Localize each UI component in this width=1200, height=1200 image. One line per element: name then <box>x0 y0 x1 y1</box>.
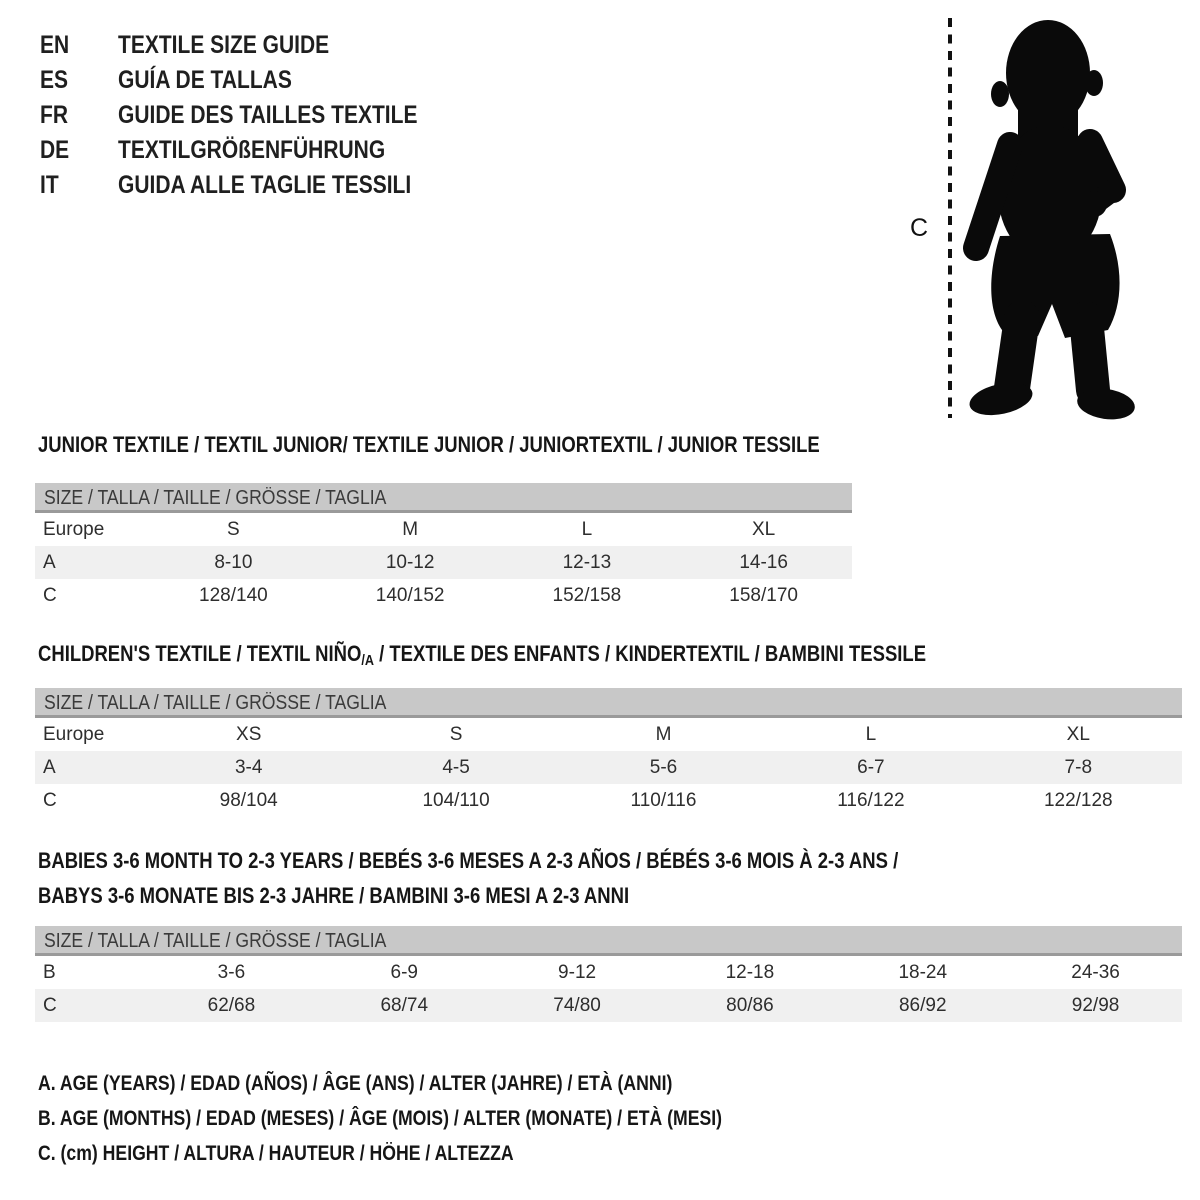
language-row-fr <box>40 98 475 133</box>
children-row-age <box>35 751 1182 784</box>
babies-section-title <box>38 843 1062 913</box>
size-cell: 62/68 <box>207 994 256 1016</box>
height-dashed-line-icon <box>946 16 954 420</box>
size-cell: 7-8 <box>1064 756 1093 778</box>
size-cell: 92/98 <box>1071 994 1120 1016</box>
language-label: TEXTILE SIZE GUIDE <box>118 31 330 59</box>
babies-row-months <box>35 956 1182 989</box>
size-cell: 140/152 <box>375 584 445 606</box>
measure-c-label: C <box>910 214 929 242</box>
size-cell: 80/86 <box>726 994 774 1016</box>
size-cell: 10-12 <box>385 551 435 573</box>
size-cell: 5-6 <box>649 756 678 778</box>
size-cell: 98/104 <box>219 789 278 811</box>
junior-size-table <box>35 483 852 612</box>
row-label: C <box>43 994 57 1016</box>
size-cell: XL <box>1066 723 1090 745</box>
row-label: C <box>43 584 57 606</box>
size-cell: S <box>449 723 463 745</box>
size-cell: L <box>865 723 877 745</box>
size-cell: M <box>402 518 419 540</box>
children-row-europe <box>35 718 1182 751</box>
language-code: EN <box>40 31 70 59</box>
language-row-de <box>40 133 475 168</box>
language-list <box>40 28 475 203</box>
nino-a-subscript: /A <box>361 652 374 669</box>
junior-row-age <box>35 546 852 579</box>
size-cell: 12-18 <box>725 961 775 983</box>
size-cell: L <box>581 518 593 540</box>
language-row-en <box>40 28 475 63</box>
size-cell: 18-24 <box>898 961 948 983</box>
size-cell: 14-16 <box>739 551 788 573</box>
legend-line-b: B. AGE (MONTHS) / EDAD (MESES) / ÂGE (MOIS) / ALTER (MONATE) / ETÀ (MESI) <box>38 1106 723 1130</box>
language-label: GUIDA ALLE TAGLIE TESSILI <box>118 171 412 199</box>
children-section-title: CHILDREN'S TEXTILE / TEXTIL $NIÑO_{/A}$ / TEXTILE DES ENFANTS / KINDERTEXTIL / BAMBINI TESSILE <box>38 641 927 669</box>
row-label: Europe <box>43 723 105 745</box>
language-label: GUÍA DE TALLAS <box>118 66 292 94</box>
row-label: B <box>43 961 56 983</box>
size-cell: S <box>227 518 240 540</box>
legend-line-c: C. (cm) HEIGHT / ALTURA / HAUTEUR / HÖHE / ALTEZZA <box>38 1141 514 1165</box>
size-cell: 104/110 <box>422 789 490 811</box>
size-cell: 152/158 <box>552 584 622 606</box>
language-row-it <box>40 168 475 203</box>
size-header-bar: SIZE / TALLA / TAILLE / GRÖSSE / TAGLIA <box>35 483 852 513</box>
size-cell: 9-12 <box>558 961 597 983</box>
language-row-es <box>40 63 475 98</box>
language-label: GUIDE DES TAILLES TEXTILE <box>118 101 418 129</box>
size-header-bar: SIZE / TALLA / TAILLE / GRÖSSE / TAGLIA <box>35 926 1182 956</box>
babies-size-table <box>35 926 1182 1022</box>
size-cell: 4-5 <box>442 756 470 778</box>
size-cell: 12-13 <box>562 551 612 573</box>
size-cell: 3-6 <box>217 961 246 983</box>
size-cell: XS <box>236 723 262 745</box>
size-cell: 68/74 <box>380 994 429 1016</box>
language-code: DE <box>40 136 70 164</box>
size-cell: 8-10 <box>214 551 253 573</box>
size-cell: 6-9 <box>390 961 418 983</box>
language-code: FR <box>40 101 68 129</box>
size-cell: 3-4 <box>234 756 263 778</box>
measure-legend <box>38 1066 852 1171</box>
size-cell: 74/80 <box>553 994 601 1016</box>
size-cell: 128/140 <box>199 584 268 606</box>
size-cell: 122/128 <box>1043 789 1113 811</box>
size-cell: 6-7 <box>857 756 885 778</box>
size-cell: 158/170 <box>729 584 798 606</box>
row-label: A <box>43 756 56 778</box>
size-cell: 24-36 <box>1071 961 1120 983</box>
toddler-silhouette-icon <box>960 18 1138 420</box>
junior-row-height <box>35 579 852 612</box>
size-cell: XL <box>752 518 776 540</box>
babies-title-line-1: BABIES 3-6 MONTH TO 2-3 YEARS / BEBÉS 3-6 MESES A 2-3 AÑOS / BÉBÉS 3-6 MOIS À 2-3 ANS / <box>38 847 899 873</box>
children-row-height <box>35 784 1182 817</box>
language-code: IT <box>40 171 59 199</box>
junior-section-title: JUNIOR TEXTILE / TEXTIL JUNIOR/ TEXTILE JUNIOR / JUNIORTEXTIL / JUNIOR TESSILE <box>38 432 820 457</box>
junior-row-europe <box>35 513 852 546</box>
row-label: C <box>43 789 57 811</box>
row-label: Europe <box>43 518 105 540</box>
language-label: TEXTILGRÖßENFÜHRUNG <box>118 136 386 164</box>
row-label: A <box>43 551 56 573</box>
children-size-table <box>35 688 1182 817</box>
language-code: ES <box>40 66 69 94</box>
size-cell: 86/92 <box>898 994 947 1016</box>
size-cell: M <box>655 723 672 745</box>
babies-title-line-2: BABYS 3-6 MONATE BIS 2-3 JAHRE / BAMBINI 3-6 MESI A 2-3 ANNI <box>38 882 630 908</box>
babies-row-height <box>35 989 1182 1022</box>
size-cell: 110/116 <box>630 789 697 811</box>
size-header-bar: SIZE / TALLA / TAILLE / GRÖSSE / TAGLIA <box>35 688 1182 718</box>
height-measure-figure <box>900 16 1160 422</box>
legend-line-a: A. AGE (YEARS) / EDAD (AÑOS) / ÂGE (ANS) / ALTER (JAHRE) / ETÀ (ANNI) <box>38 1071 673 1095</box>
size-cell: 116/122 <box>837 789 905 811</box>
